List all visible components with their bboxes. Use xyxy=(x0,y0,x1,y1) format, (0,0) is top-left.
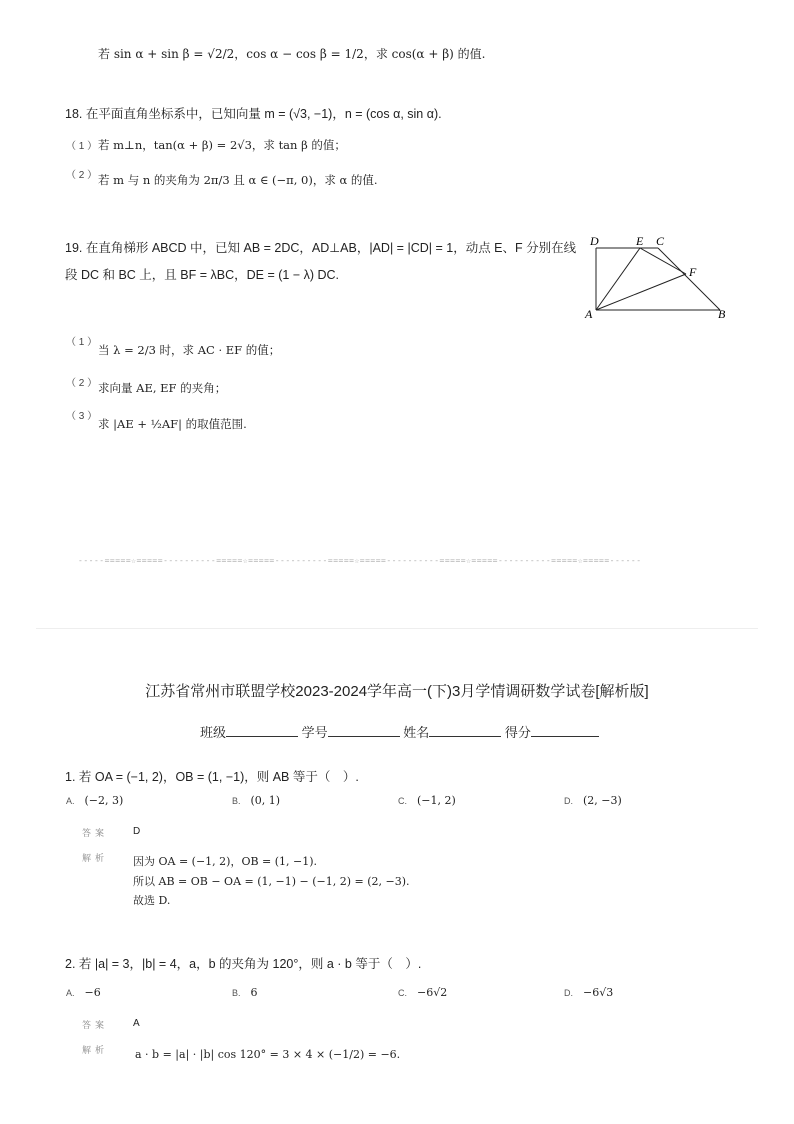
label-C: C xyxy=(656,234,665,248)
q19-part2-text: 求向量 AE, EF 的夹角； xyxy=(98,381,227,395)
q2-stem: 2. 若 |a| = 3，|b| = 4，a，b 的夹角为 120°，则 a · b 等于（ ）. xyxy=(65,957,422,971)
q2-choice-d[interactable] xyxy=(564,986,613,999)
choice-letter: D. xyxy=(564,988,573,998)
q19-stem-line1: 19. 在直角梯形 ABCD 中，已知 AB = 2DC，AD⊥AB，|AD| = |CD| = 1，动点 E、F 分别在线 xyxy=(65,241,577,255)
choice-letter: B. xyxy=(232,796,241,806)
choice-text: (−2, 3) xyxy=(84,794,124,807)
page-divider: -----=====☆=====----------=====☆=====----------=====☆=====----------=====☆=====----------=====☆=====------ xyxy=(78,556,642,565)
q2-choice-a[interactable] xyxy=(66,986,101,999)
q18-part1-text: 若 m⊥n，tan(α + β) = 2√3，求 tan β 的值； xyxy=(98,138,346,152)
choice-letter: D. xyxy=(564,796,573,806)
q1-solution-line3: 故选 D. xyxy=(133,894,171,907)
choice-text: −6√2 xyxy=(417,986,448,999)
q18-stem: 18. 在平面直角坐标系中，已知向量 m = (√3, −1)，n = (cos α, sin α). xyxy=(65,107,442,121)
choice-letter: B. xyxy=(232,988,241,998)
q1-choice-c[interactable] xyxy=(398,794,456,807)
choice-text: (0, 1) xyxy=(250,794,281,807)
q2-answer-label: 答案 xyxy=(82,1020,109,1030)
q19-stem-line2: 段 DC 和 BC 上，且 BF = λBC，DE = (1 − λ) DC. xyxy=(65,268,339,282)
score-label: 得分 xyxy=(504,725,531,740)
q18-part2-num: （ 2 ） xyxy=(66,170,98,181)
choice-letter: C. xyxy=(398,988,407,998)
q1-stem: 1. 若 OA = (−1, 2)，OB = (1, −1)，则 AB 等于（ ）. xyxy=(65,770,359,784)
q19-part3-num: （ 3 ） xyxy=(66,411,98,422)
label-F: F xyxy=(689,265,697,279)
q1-choice-d[interactable] xyxy=(564,794,622,807)
name-field[interactable] xyxy=(429,724,501,737)
page-separator-line xyxy=(36,628,758,629)
q1-solution-line2: 所以 AB = OB − OA = (1, −1) − (−1, 2) = (2, −3). xyxy=(133,875,410,888)
score-field[interactable] xyxy=(531,724,599,737)
choice-letter: A. xyxy=(66,988,75,998)
choice-text: (−1, 2) xyxy=(417,794,456,807)
label-A: A xyxy=(585,307,593,320)
label-E: E xyxy=(636,234,644,248)
choice-letter: A. xyxy=(66,796,75,806)
q19-part1-num: （ 1 ） xyxy=(66,337,98,348)
q1-solution-line1: 因为 OA = (−1, 2)，OB = (1, −1). xyxy=(133,855,318,868)
q1-analysis-label: 解析 xyxy=(82,853,109,863)
q2-answer: A xyxy=(133,1018,140,1029)
class-label: 班级 xyxy=(200,725,227,740)
q19-part1-text: 当 λ = 2/3 时，求 AC · EF 的值； xyxy=(98,343,281,357)
q1-answer-label: 答案 xyxy=(82,828,109,838)
q18-part2-text: 若 m 与 n 的夹角为 2π/3 且 α ∈ (−π, 0)，求 α 的值. xyxy=(98,173,378,187)
q1-choice-b[interactable] xyxy=(232,794,280,807)
choice-text: −6√3 xyxy=(583,986,614,999)
q19-part3-text: 求 |AE + ½AF| 的取值范围. xyxy=(98,417,247,431)
q18-part1-num: （ 1 ） xyxy=(66,141,98,152)
q17-tail: 若 sin α + sin β = √2/2，cos α − cos β = 1/2，求 cos(α + β) 的值. xyxy=(98,47,486,61)
q1-choice-a[interactable] xyxy=(66,794,123,807)
document-title: 江苏省常州市联盟学校2023-2024学年高一(下)3月学情调研数学试卷[解析版] xyxy=(145,683,649,700)
q19-part2-num: （ 2 ） xyxy=(66,378,98,389)
label-B: B xyxy=(718,307,726,320)
name-label: 姓名 xyxy=(403,725,430,740)
q1-answer: D xyxy=(133,826,141,837)
q2-choice-c[interactable] xyxy=(398,986,447,999)
q2-solution-line1: a · b = |a| · |b| cos 120° = 3 × 4 × (−1/2) = −6. xyxy=(135,1048,401,1061)
choice-letter: C. xyxy=(398,796,407,806)
choice-text: −6 xyxy=(84,986,101,999)
class-field[interactable] xyxy=(226,724,298,737)
label-D: D xyxy=(590,234,599,248)
student-info-row xyxy=(200,722,599,741)
choice-text: 6 xyxy=(250,986,258,999)
student-id-field[interactable] xyxy=(328,724,400,737)
q2-choice-b[interactable] xyxy=(232,986,258,999)
q2-analysis-label: 解析 xyxy=(82,1045,109,1055)
student-id-label: 学号 xyxy=(301,725,328,740)
trapezoid-figure xyxy=(580,230,740,320)
choice-text: (2, −3) xyxy=(583,794,622,807)
